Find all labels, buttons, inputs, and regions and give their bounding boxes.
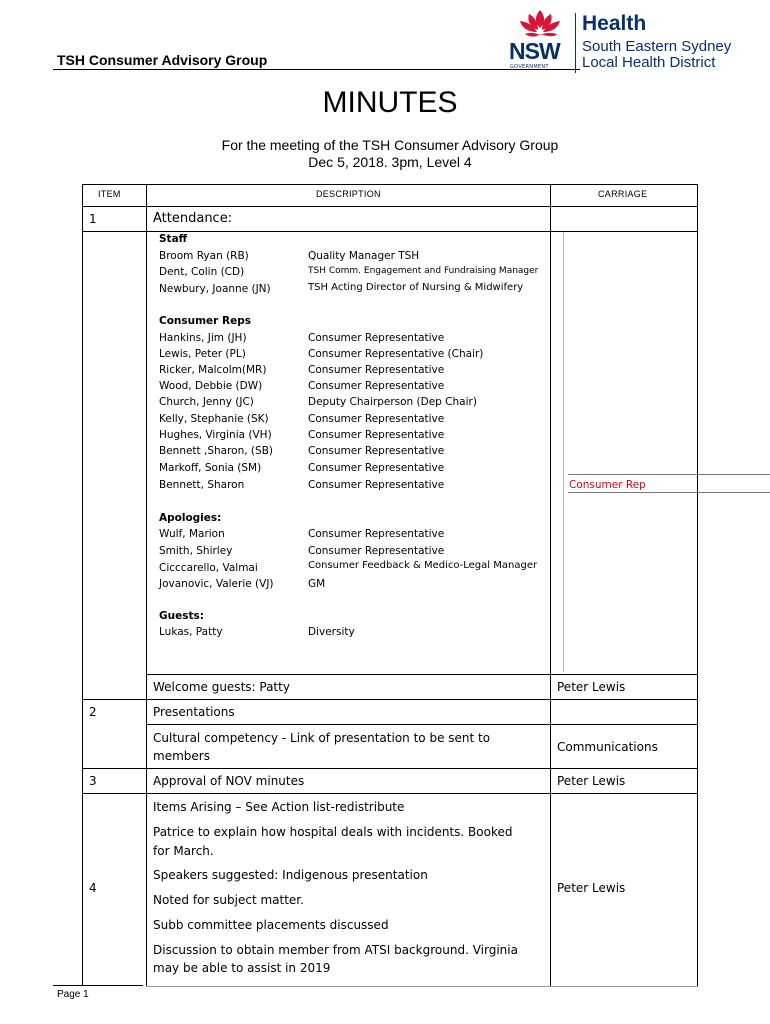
attendee-role: Consumer Representative [308,445,445,457]
attendee-role: Consumer Representative [308,380,445,392]
attendee-role: Consumer Representative [308,429,445,441]
attendee-role: Consumer Representative (Chair) [308,348,484,360]
table-border-right [697,184,698,986]
document-header-title: TSH Consumer Advisory Group [57,52,268,68]
arising-line: Discussion to obtain member from ATSI background. Virginia [153,943,518,957]
arising-line: Subb committee placements discussed [153,918,389,932]
cultural-description-line: members [153,749,210,763]
attendee-name: Jovanovic, Valerie (VJ) [159,578,274,590]
attendee-role: GM [308,578,326,590]
logo-district-line-1: South Eastern Sydney [582,38,732,55]
cultural-description-line: Cultural competency - Link of presentation to be sent to [153,731,491,745]
col-header-carriage: CARRIAGE [598,189,648,199]
attendee-name: Wood, Debbie (DW) [159,380,263,392]
attendee-name: Church, Jenny (JC) [159,396,254,408]
attendee-role: Consumer Representative [308,528,445,540]
attendee-name: Cicccarello, Valmai [159,562,258,574]
attendee-name: Markoff, Sonia (SM) [159,462,262,474]
nsw-health-logo [507,8,757,74]
consumer-reps-heading: Consumer Reps [159,315,251,327]
col-header-item: ITEM [98,189,121,199]
attendance-heading: Attendance: [153,211,233,226]
attendee-name: Bennett ,Sharon, (SB) [159,445,273,457]
attendee-role: Consumer Representative [308,545,445,557]
item-number: 1 [89,212,97,226]
row-divider [146,674,698,675]
grey-margin-line [563,232,564,672]
attendee-name: Broom Ryan (RB) [159,250,249,262]
meeting-subtitle: For the meeting of the TSH Consumer Advisory Group [221,137,559,153]
attendee-role: Consumer Representative [308,462,445,474]
footer-rule [53,985,143,986]
header-rule [53,69,580,70]
attendee-role: Quality Manager TSH [308,250,420,262]
attendee-name: Lukas, Patty [159,626,223,638]
logo-district-line-2: Local Health District [582,54,716,71]
attendee-name: Newbury, Joanne (JN) [159,283,271,295]
attendee-name: Hughes, Virginia (VH) [159,429,272,441]
attendee-role: Diversity [308,626,355,638]
attendee-name: Wulf, Marion [159,528,225,540]
comment-box-bottom [568,492,770,493]
logo-health-text: Health [582,12,647,35]
item-number: 2 [89,705,97,719]
presentations-description: Presentations [153,705,235,719]
attendee-name: Lewis, Peter (PL) [159,348,246,360]
logo-divider [575,13,576,73]
logo-nsw-text: NSW [509,38,560,64]
guests-heading: Guests: [159,610,204,622]
comment-box-top [568,474,770,475]
item-column-divider [146,184,147,986]
arising-line: Items Arising – See Action list-redistribute [153,800,405,814]
arising-line: Patrice to explain how hospital deals with incidents. Booked [153,825,513,839]
row-divider [146,724,698,725]
arising-line: Speakers suggested: Indigenous presentation [153,868,428,882]
carriage-column-divider [550,184,551,986]
attendee-role: Consumer Feedback & Medico-Legal Manager [308,560,538,571]
arising-line: Noted for subject matter. [153,893,304,907]
attendee-role: Consumer Representative [308,364,445,376]
carriage-comment: Consumer Rep [569,479,646,491]
table-bottom-line [146,986,698,987]
col-header-description: DESCRIPTION [316,189,381,199]
row-divider [82,768,698,769]
row-divider [82,793,698,794]
attendee-role: Consumer Representative [308,332,445,344]
item-number: 4 [89,881,97,895]
page-title: MINUTES [322,86,458,119]
arising-line: for March. [153,844,214,858]
meeting-date: Dec 5, 2018. 3pm, Level 4 [308,154,472,170]
row-divider [82,699,698,700]
waratah-flower-icon [517,8,563,40]
attendee-role: Consumer Representative [308,413,445,425]
attendee-name: Smith, Shirley [159,545,233,557]
apologies-heading: Apologies: [159,512,222,524]
table-header-divider [82,206,698,207]
attendee-name: Hankins, Jim (JH) [159,332,247,344]
welcome-description: Welcome guests: Patty [153,680,290,694]
page-number: Page 1 [57,989,89,1000]
attendee-name: Kelly, Stephanie (SK) [159,413,269,425]
arising-line: may be able to assist in 2019 [153,961,331,975]
staff-heading: Staff [159,233,188,245]
attendee-role: TSH Acting Director of Nursing & Midwifery [308,282,524,293]
attendee-name: Bennett, Sharon [159,479,245,491]
table-border-top [82,184,698,185]
cultural-carriage: Communications [557,740,658,754]
attendee-name: Dent, Colin (CD) [159,266,245,278]
approval-carriage: Peter Lewis [557,774,626,788]
logo-government-text: GOVERNMENT [510,64,549,70]
table-border-left [82,184,83,986]
approval-description: Approval of NOV minutes [153,774,305,788]
arising-carriage: Peter Lewis [557,881,626,895]
welcome-carriage: Peter Lewis [557,680,626,694]
item-number: 3 [89,774,97,788]
attendee-role: Consumer Representative [308,479,445,491]
attendee-name: Ricker, Malcolm(MR) [159,364,267,376]
attendee-role: TSH Comm. Engagement and Fundraising Manager [308,266,539,276]
attendee-role: Deputy Chairperson (Dep Chair) [308,396,477,408]
